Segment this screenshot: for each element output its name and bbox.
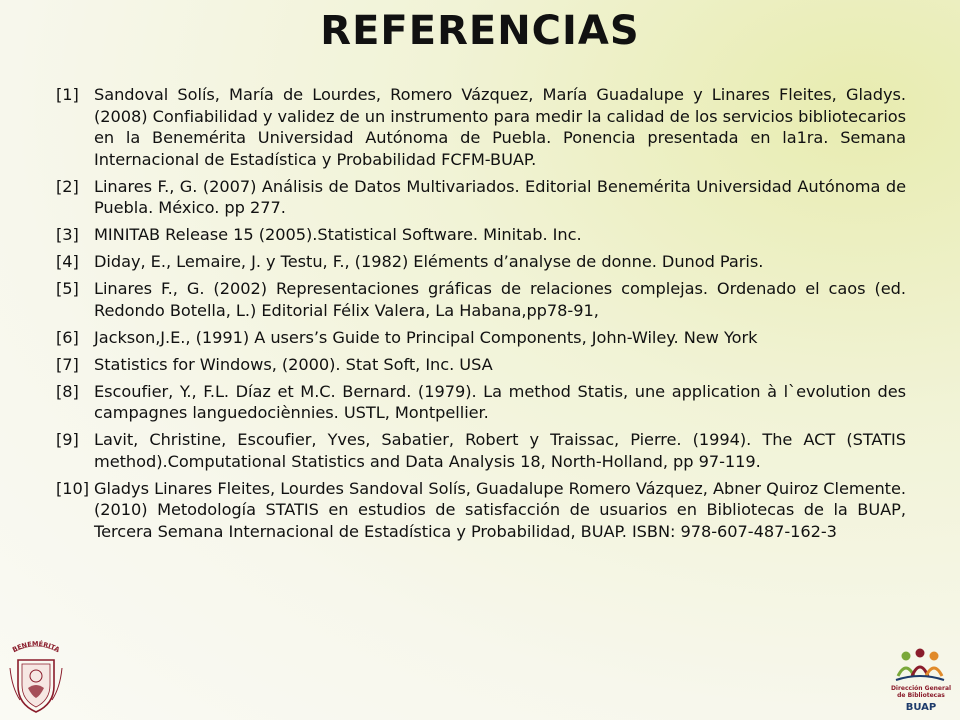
slide-title: REFERENCIAS — [320, 8, 640, 54]
reference-list — [56, 84, 906, 548]
reference-text: Diday, E., Lemaire, J. y Testu, F., (1982) Eléments d’analyse de donne. Dunod Paris. — [94, 252, 764, 271]
reference-number: [8] — [56, 381, 79, 401]
library-name-line3: BUAP — [905, 702, 937, 713]
library-name-line2: de Bibliotecas — [897, 692, 945, 699]
library-logo-icon — [886, 646, 956, 716]
reference-item-1 — [56, 84, 906, 170]
reference-number: [10] — [56, 478, 90, 498]
reference-text: Linares F., G. (2007) Análisis de Datos Multivariados. Editorial Benemérita Universidad Autónoma de Puebla. México. pp 277. — [94, 176, 906, 217]
university-crest-icon — [6, 638, 66, 716]
reference-item-7 — [56, 354, 906, 376]
library-name-line1: Dirección General — [890, 685, 952, 692]
reference-number: [3] — [56, 225, 79, 244]
reference-text: Statistics for Windows, (2000). Stat Soft, Inc. USA — [94, 354, 493, 374]
reference-number: [7] — [56, 354, 79, 374]
reference-number: [6] — [56, 327, 79, 347]
reference-text: Linares F., G. (2002) Representaciones gráficas de relaciones complejas. Ordenado el caos (ed. Redondo Botella, L.) Editorial Félix Valera, La Habana,pp78-91, — [94, 279, 906, 320]
reference-text: Gladys Linares Fleites, Lourdes Sandoval Solís, Guadalupe Romero Vázquez, Abner Quiroz Clemente. (2010) Metodología STATIS en estudios de satisfacción de usuarios en Bibliotecas de la BUAP, Tercera Semana Internacional de Estadística y Probabilidad, BUAP. ISBN: 978-607-487-162-3 — [94, 478, 906, 541]
reference-number: [5] — [56, 279, 79, 298]
reference-text: Jackson,J.E., (1991) A users’s Guide to Principal Components, John-Wiley. New York — [94, 327, 758, 347]
reference-number: [4] — [56, 252, 79, 271]
reference-item-10 — [56, 478, 906, 543]
reference-item-9 — [56, 429, 906, 472]
reference-number: [9] — [56, 430, 79, 449]
reference-text: MINITAB Release 15 (2005).Statistical Software. Minitab. Inc. — [94, 225, 582, 244]
reference-item-5 — [56, 278, 906, 321]
reference-number: [1] — [56, 85, 79, 104]
reference-item-2 — [56, 176, 906, 219]
reference-text: Sandoval Solís, María de Lourdes, Romero Vázquez, María Guadalupe y Linares Fleites, Gladys. (2008) Confiabilidad y validez de un instrumento para medir la calidad de los servicios bibliotecarios en la Benemérita Universidad Autónoma de Puebla. Ponencia presentada en la1ra. Semana Internacional de Estadística y Probabilidad FCFM-BUAP. — [94, 85, 906, 169]
reference-text: Escoufier, Y., F.L. Díaz et M.C. Bernard. (1979). La method Statis, une application à l`evolution des campagnes languedociènnies. USTL, Montpellier. — [94, 381, 906, 422]
crest-text: BENEMÉRITA — [11, 639, 61, 654]
reference-item-4 — [56, 251, 906, 273]
reference-item-8 — [56, 381, 906, 424]
reference-item-3 — [56, 224, 906, 246]
reference-text: Lavit, Christine, Escoufier, Yves, Sabatier, Robert y Traissac, Pierre. (1994). The ACT (STATIS method).Computational Statistics and Data Analysis 18, North-Holland, pp 97-119. — [94, 430, 906, 471]
reference-item-6 — [56, 327, 906, 349]
reference-number: [2] — [56, 176, 79, 196]
